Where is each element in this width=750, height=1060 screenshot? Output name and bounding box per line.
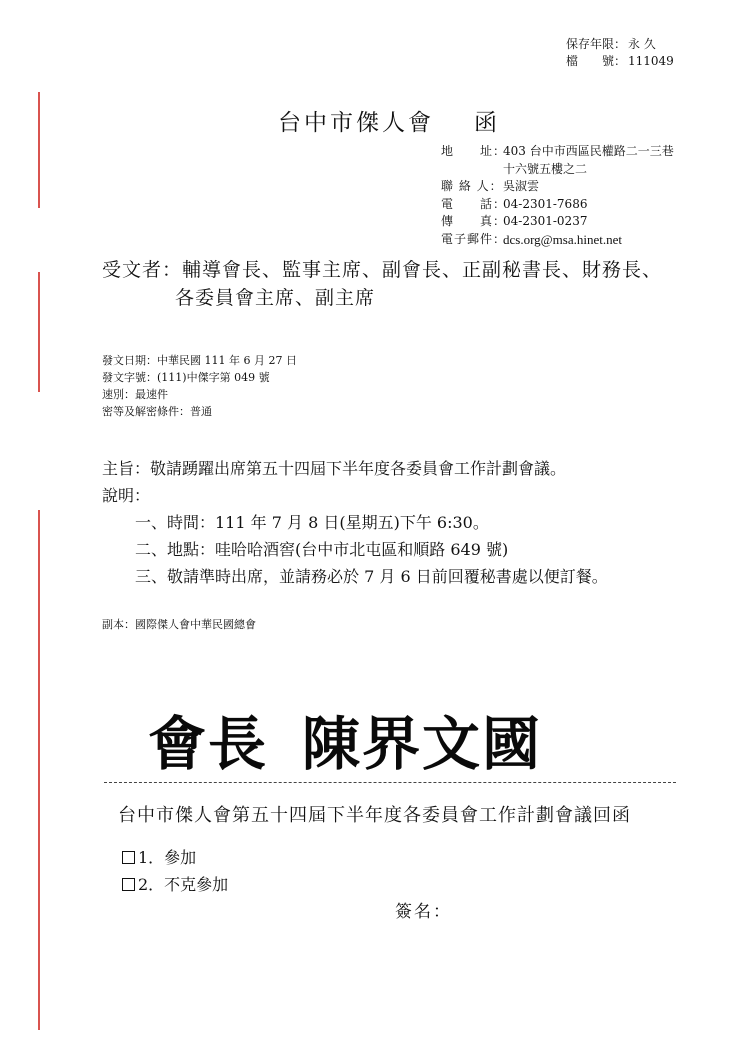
signature-field-label: 簽名： <box>395 902 452 922</box>
reference-number: 發文字號：(111)中傑字第 049 號 <box>102 371 270 384</box>
email-label: 電子郵件： <box>441 231 507 246</box>
fax-value: 04-2301-0237 <box>503 214 588 228</box>
retention-period-label: 保存年限： <box>566 37 627 51</box>
document-meta <box>102 352 297 420</box>
address-label: 地 址： <box>441 144 507 158</box>
doc-type: 函 <box>474 110 500 136</box>
contact-block <box>441 143 674 248</box>
reply-title: 台中市傑人會第五十四屆下半年度各委員會工作計劃會議回函 <box>118 805 631 826</box>
file-number-value: 111049 <box>628 54 674 68</box>
explanation-item-rsvp: 三、敬請準時出席，並請務必於 7 月 6 日前回覆秘書處以便訂餐。 <box>135 567 608 586</box>
contact-person-label: 聯 絡 人： <box>441 179 503 193</box>
signature-title: 會長 <box>148 710 269 778</box>
fax-label: 傳 真： <box>441 214 507 228</box>
option-decline-label: 2．不克參加 <box>138 875 229 894</box>
subject-line: 主旨：敬請踴躍出席第五十四屆下半年度各委員會工作計劃會議。 <box>102 459 567 478</box>
org-name: 台中市傑人會 <box>278 110 434 136</box>
address-line2: 十六號五樓之二 <box>503 161 588 176</box>
letter-body <box>102 455 608 590</box>
recipients-line2: 各委員會主席、副主席 <box>175 287 376 309</box>
address-line1: 403 台中市西區民權路二一三巷 <box>503 144 674 158</box>
secrecy-level: 密等及解密條件：普通 <box>102 405 212 418</box>
carbon-copy: 副本：國際傑人會中華民國總會 <box>102 618 256 631</box>
retention-block <box>566 36 674 70</box>
recipients-block <box>102 256 662 312</box>
explanation-item-location: 二、地點：哇哈哈酒窖(台中市北屯區和順路 649 號) <box>135 540 509 559</box>
explanation-label: 說明： <box>102 486 151 505</box>
margin-mark-middle <box>38 272 40 392</box>
checkbox-decline[interactable] <box>122 878 135 891</box>
signature-block <box>148 697 542 781</box>
letter-title <box>278 104 500 137</box>
margin-mark-bottom <box>38 510 40 1030</box>
explanation-item-time: 一、時間：111 年 7 月 8 日(星期五)下午 6:30。 <box>135 513 489 532</box>
option-decline[interactable] <box>122 872 228 895</box>
delivery-speed: 速別：最速件 <box>102 388 168 401</box>
file-number-label: 檔 號： <box>566 54 627 68</box>
margin-mark-top <box>38 92 40 208</box>
phone-value: 04-2301-7686 <box>503 196 588 211</box>
email-value: dcs.org@msa.hinet.net <box>503 231 622 247</box>
retention-period-value: 永 久 <box>628 37 656 51</box>
phone-label: 電 話： <box>441 196 507 211</box>
cut-line <box>104 782 676 783</box>
issue-date: 發文日期：中華民國 111 年 6 月 27 日 <box>102 354 297 367</box>
recipients-label: 受文者： <box>102 259 183 281</box>
option-attend[interactable] <box>122 845 196 868</box>
option-attend-label: 1．參加 <box>138 848 197 867</box>
checkbox-attend[interactable] <box>122 851 135 864</box>
contact-person: 吳淑雲 <box>503 179 540 193</box>
recipients-line1: 輔導會長、監事主席、副會長、正副秘書長、財務長、 <box>182 259 663 281</box>
signature-name: 陳界文國 <box>302 710 543 778</box>
